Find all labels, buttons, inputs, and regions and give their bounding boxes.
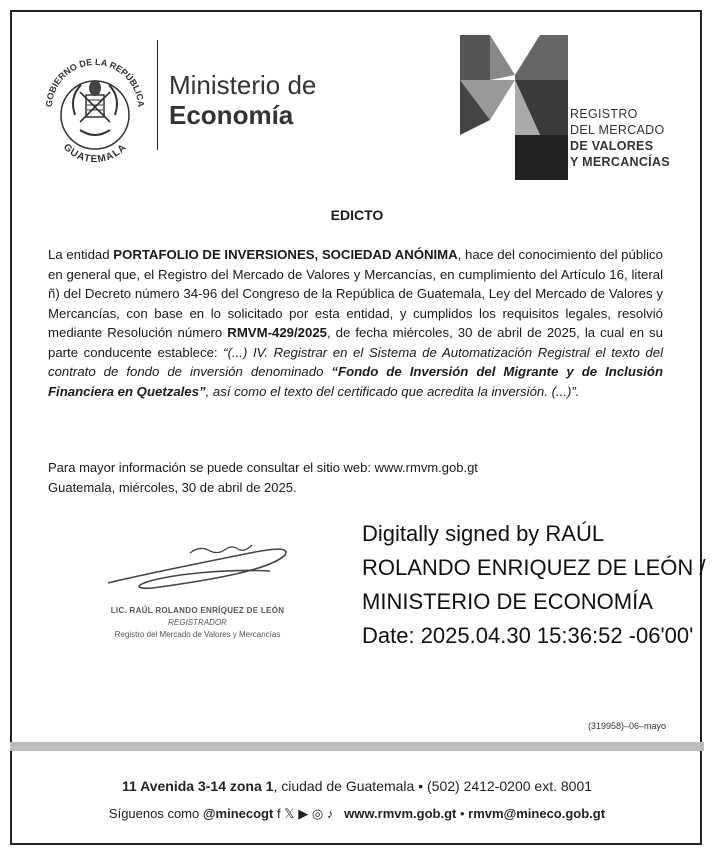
body-text-3: , de fecha miércoles, 30 de abril de 2025, la cual en su parte conducente establece: [48, 325, 663, 360]
digital-signature-line2: ROLANDO ENRIQUEZ DE LEÓN / [362, 555, 706, 580]
follow-text: Síguenos como [108, 806, 203, 821]
handwritten-signature-icon [100, 535, 300, 605]
fund-name: “Fondo de Inversión del Migrante y de Inclusión Financiera en Quetzales” [48, 364, 663, 399]
rmvm-line3: DE VALORES [570, 139, 654, 153]
guatemala-seal-icon [40, 30, 150, 180]
signatory-block [85, 605, 310, 641]
body-text-2: , hace del conocimiento del público en general que, el Registro del Mercado de Valores y Mercancías, en cumplimiento del Artículo 16, literal ñ) del Decreto número 34-96 del Congreso de la República de Guatemala, Ley del Mercado de Valores y Mercancías, con base en lo solicitado por esta entidad, y cumplidos los requisitos legales, resolvió mediante Resolución número [48, 247, 663, 340]
address-rest: , ciudad de Guatemala • (502) 2412-0200 ext. 8001 [273, 778, 593, 794]
edicto-title: EDICTO [330, 207, 384, 223]
footer-social [0, 806, 714, 822]
ministry-name-line1: Ministerio de [169, 70, 317, 100]
rmvm-wordmark [570, 106, 670, 170]
footer-email-link[interactable]: rmvm@mineco.gob.gt [468, 806, 606, 821]
social-icons: f 𝕏 ▶ ◎ ♪ [276, 806, 334, 821]
footer-website-link[interactable]: www.rmvm.gob.gt [344, 806, 457, 821]
date-line: Guatemala, miércoles, 30 de abril de 2025. [48, 480, 297, 495]
rmvm-line1: REGISTRO [570, 107, 638, 121]
footer-address [0, 778, 714, 794]
digital-signature-line3: MINISTERIO DE ECONOMÍA [362, 589, 653, 614]
info-block [48, 458, 478, 498]
publication-reference: (319958)–06–mayo [587, 721, 666, 731]
svg-text:GUATEMALA [61, 142, 129, 165]
rmvm-logo-icon [460, 35, 568, 180]
social-handle: @minecogt [202, 806, 274, 821]
seal-text-bottom: GUATEMALA [60, 141, 130, 166]
footer-divider [10, 742, 704, 751]
info-line: Para mayor información se puede consultar el sitio web: www.rmvm.gob.gt [48, 460, 478, 475]
footer-separator: • [456, 806, 469, 821]
resolution-number: RMVM-429/2025 [227, 325, 327, 340]
entity-name: PORTAFOLIO DE INVERSIONES, SOCIEDAD ANÓNIMA [113, 247, 458, 262]
signatory-office: Registro del Mercado de Valores y Mercancías [114, 630, 281, 639]
signatory-name: LIC. RAÚL ROLANDO ENRÍQUEZ DE LEÓN [110, 606, 285, 615]
header-divider [157, 40, 158, 150]
edicto-body [48, 245, 663, 401]
quote-text-2: , así como el texto del certificado que acredita la inversión. (...)”. [205, 383, 580, 399]
signatory-role: REGISTRADOR [168, 618, 227, 627]
rmvm-line2: DEL MERCADO [570, 123, 665, 137]
digital-signature-stamp [362, 517, 706, 653]
address-street: 11 Avenida 3-14 zona 1 [121, 778, 274, 794]
body-text-1: La entidad [48, 247, 114, 262]
rmvm-line4: Y MERCANCÍAS [570, 155, 670, 169]
digital-signature-line4: Date: 2025.04.30 15:36:52 -06'00' [362, 623, 694, 648]
quote-text-1: “(...) IV. Registrar en el Sistema de Automatización Registral el texto del contrato de fondo de inversión denominado [48, 344, 663, 379]
ministry-name-line2: Economía [169, 100, 294, 130]
digital-signature-line1: Digitally signed by RAÚL [362, 521, 605, 546]
seal-text-top: GOBIERNO DE LA REPÚBLICA [43, 56, 147, 108]
